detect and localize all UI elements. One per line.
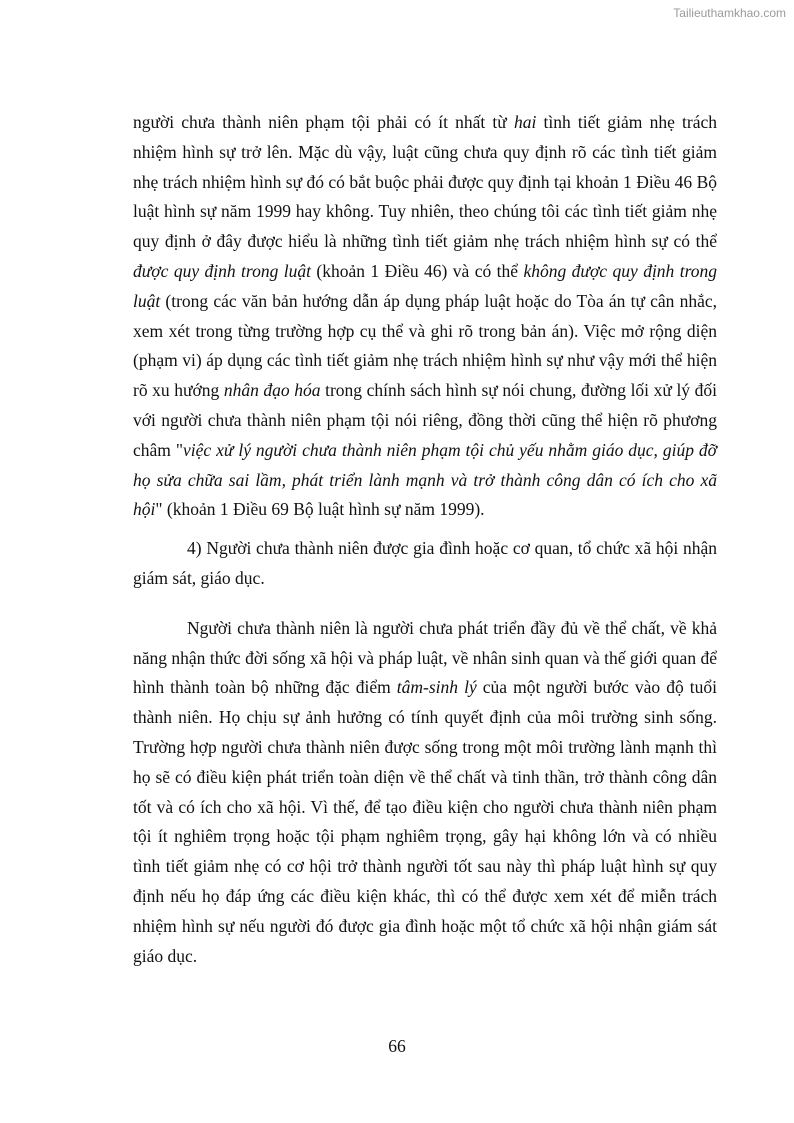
- text-run: tình tiết giảm nhẹ trách nhiệm hình sự trở lên. Mặc dù vậy, luật cũng chưa quy định rõ các tình tiết giảm nhẹ trách nhiệm hình sự đó có bắt buộc phải được quy định tại khoản 1 Điều 46 Bộ luật hình sự năm 1999 hay không. Tuy nhiên, theo chúng tôi các tình tiết giảm nhẹ quy định ở đây được hiểu là những tình tiết giảm nhẹ trách nhiệm hình sự có thể: [133, 112, 717, 252]
- watermark: Tailieuthamkhao.com: [673, 6, 786, 20]
- italic-run: hai: [513, 112, 537, 132]
- text-run: (trong các văn bản hướng dẫn áp dụng pháp luật hoặc do Tòa án tự cân nhắc, xem xét trong từng trường hợp cụ thể và ghi rõ trong bản án). Việc mở rộng diện (phạm vi) áp dụng các tình tiết giảm nhẹ trách nhiệm hình sự như vậy mới thể hiện rõ xu hướng: [133, 290, 717, 401]
- paragraph-body: [133, 614, 717, 972]
- paragraph-continuation: [133, 108, 717, 525]
- text-run: Người chưa thành niên là người chưa phát triển đầy đủ về thể chất, về khả năng nhận thức đời sống xã hội và pháp luật, về nhân sinh quan và thế giới quan để hình thành toàn bộ những đặc điểm: [133, 617, 717, 698]
- italic-quote: việc xử lý người chưa thành niên phạm tội chủ yếu nhằm giáo dục, giúp đỡ họ sửa chữa sai lầm, phát triển lành mạnh và trở thành công dân có ích cho xã hội: [133, 439, 717, 520]
- text-run: " (khoản 1 Điều 69 Bộ luật hình sự năm 1999).: [155, 499, 485, 520]
- page-number: 66: [388, 1036, 406, 1056]
- page-body: [133, 108, 717, 971]
- italic-run: được quy định trong luật: [133, 260, 311, 281]
- italic-run: tâm-sinh lý: [396, 677, 477, 698]
- italic-run: không được quy định trong luật: [133, 260, 718, 311]
- text-run: người chưa thành niên phạm tội phải có ít nhất từ: [133, 112, 514, 132]
- text-run: (khoản 1 Điều 46) và có thể: [310, 260, 524, 281]
- section-heading-4: 4) Người chưa thành niên được gia đình hoặc cơ quan, tổ chức xã hội nhận giám sát, giáo dục.: [133, 538, 717, 588]
- italic-run: nhân đạo hóa: [223, 380, 321, 401]
- text-run: trong chính sách hình sự nói chung, đường lối xử lý đối với người chưa thành niên phạm tội nói riêng, đồng thời cũng thể hiện rõ phương châm ": [133, 380, 718, 460]
- text-run: của một người bước vào độ tuổi thành niên. Họ chịu sự ảnh hưởng có tính quyết định của môi trường sinh sống. Trường hợp người chưa thành niên được sống trong một môi trường lành mạnh thì họ sẽ có điều kiện phát triển toàn diện về thể chất và tinh thần, trở thành công dân tốt và có ích cho xã hội. Vì thế, để tạo điều kiện cho người chưa thành niên phạm tội ít nghiêm trọng hoặc tội phạm nghiêm trọng, gây hại không lớn và có nhiều tình tiết giảm nhẹ có cơ hội trở thành người tốt sau này thì pháp luật hình sự quy định nếu họ đáp ứng các điều kiện khác, thì có thể được xem xét để miễn trách nhiệm hình sự nếu người đó được gia đình hoặc một tổ chức xã hội nhận giám sát giáo dục.: [133, 677, 717, 966]
